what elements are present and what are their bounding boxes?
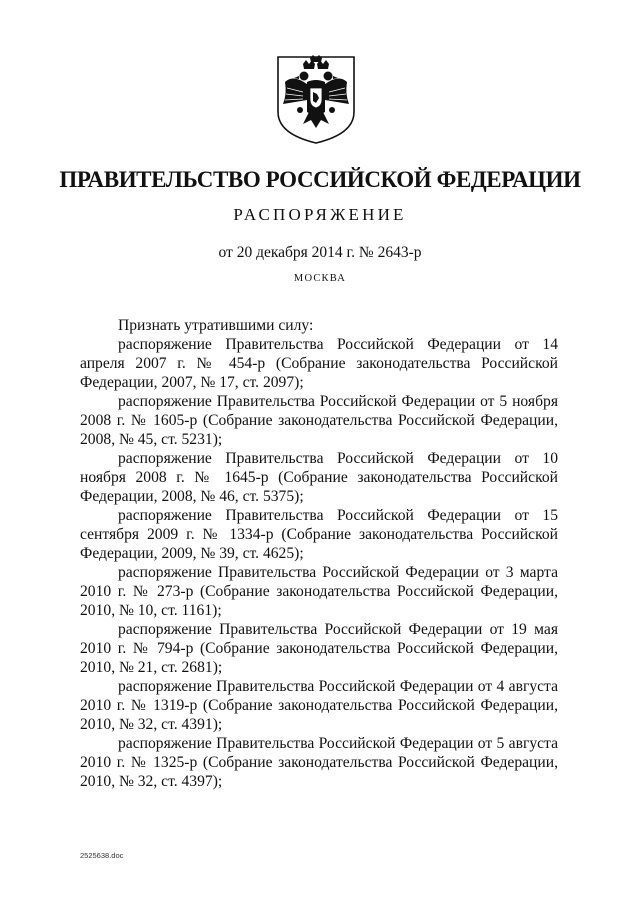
file-code: 2525638.doc — [80, 851, 124, 860]
list-item: распоряжение Правительства Российской Федерации от 19 мая 2010 г. № 794-р (Собрание законодательства Российской Федерации, 2010, № 21, ст. 2681); — [80, 621, 558, 676]
document-body — [80, 316, 558, 791]
list-item: распоряжение Правительства Российской Федерации от 4 августа 2010 г. № 1319-р (Собрание законодательства Российской Федерации, 2010, № 32, ст. 4391); — [80, 678, 558, 733]
document-city: МОСКВА — [293, 273, 347, 284]
list-item: распоряжение Правительства Российской Федерации от 5 ноября 2008 г. № 1605-р (Собрание законодательства Российской Федерации, 2008, № 45, ст. 5231); — [80, 393, 558, 448]
list-item: распоряжение Правительства Российской Федерации от 5 августа 2010 г. № 1325-р (Собрание законодательства Российской Федерации, 2010, № 32, ст. 4397); — [80, 735, 558, 790]
list-item: распоряжение Правительства Российской Федерации от 3 марта 2010 г. № 273-р (Собрание законодательства Российской Федерации, 2010, № 10, ст. 1161); — [80, 564, 558, 619]
document-type: РАСПОРЯЖЕНИЕ — [233, 205, 407, 224]
document-date-number: от 20 декабря 2014 г. № 2643-р — [218, 244, 422, 261]
russian-coat-of-arms-icon — [273, 54, 359, 146]
government-title: ПРАВИТЕЛЬСТВО РОССИЙСКОЙ ФЕДЕРАЦИИ — [59, 167, 581, 192]
list-item: распоряжение Правительства Российской Федерации от 10 ноября 2008 г. № 1645-р (Собрание законодательства Российской Федерации, 2008, № 46, ст. 5375); — [80, 450, 558, 505]
body-intro: Признать утратившими силу: — [118, 317, 314, 334]
list-item: распоряжение Правительства Российской Федерации от 15 сентября 2009 г. № 1334-р (Собрание законодательства Российской Федерации, 2009, № 39, ст. 4625); — [80, 507, 558, 562]
list-item: распоряжение Правительства Российской Федерации от 14 апреля 2007 г. № 454-р (Собрание законодательства Российской Федерации, 2007, № 17, ст. 2097); — [80, 336, 558, 391]
